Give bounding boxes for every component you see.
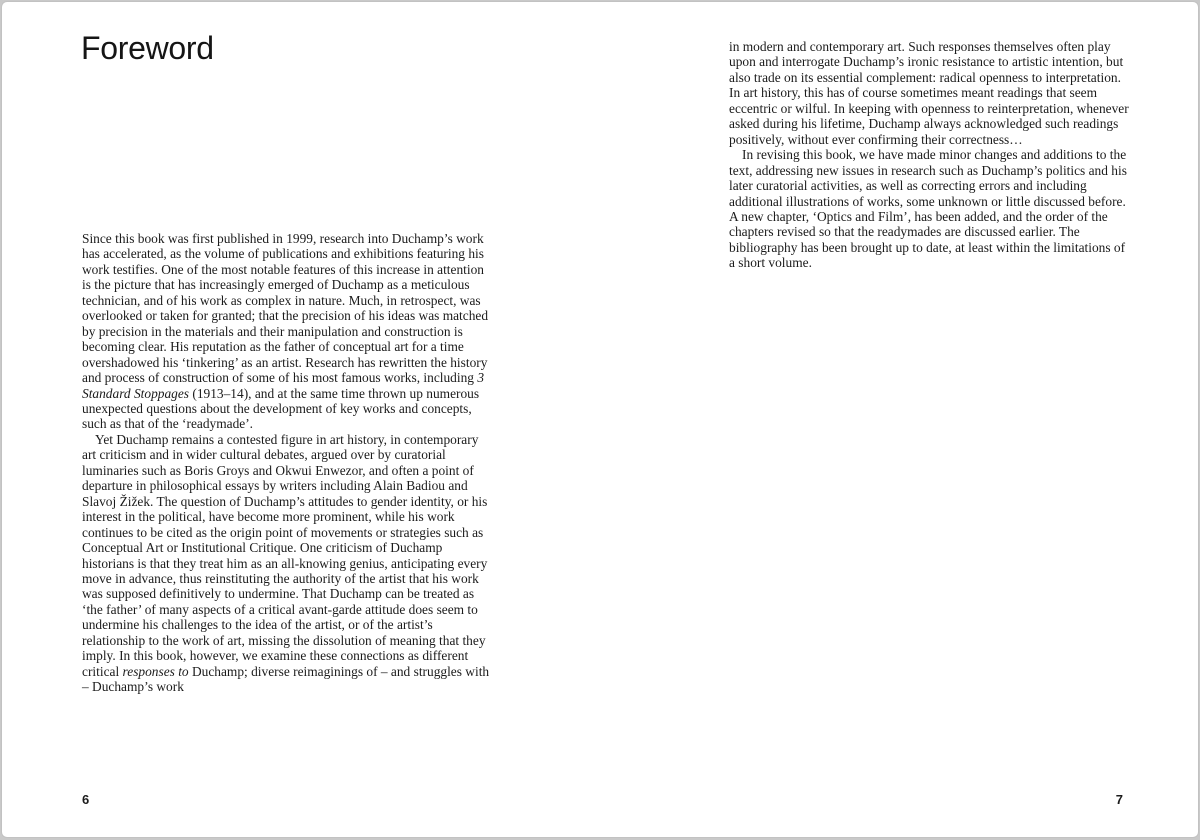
page-number-left: 6 [82,792,90,807]
book-spread [1,1,1199,838]
left-text-column [82,231,490,695]
paragraph: in modern and contemporary art. Such responses themselves often play upon and interrogate Duchamp’s ironic resistance to artistic intention, but also trade on its essential complement: radical openness to interpretation. In art history, this has of course sometimes meant readings that seem eccentric or wilful. In keeping with openness to reinterpretation, whenever asked during his lifetime, Duchamp always acknowledged such readings positively, without ever confirming their correctness… [729,39,1129,147]
page-left [2,2,602,837]
chapter-title: Foreword [81,30,214,66]
paragraph: In revising this book, we have made minor changes and additions to the text, addressing new issues in research such as Duchamp’s politics and his later curatorial activities, as well as correcting errors and including additional illustrations of works, some unknown or little discussed before. A new chapter, ‘Optics and Film’, has been added, and the order of the chapters revised so that the readymades are discussed earlier. The bibliography has been brought up to date, at least within the limitations of a short volume. [729,147,1127,271]
paragraph: Since this book was first published in 1999, research into Duchamp’s work has accelerated, as the volume of publications and exhibitions featuring his work testifies. One of the most notable features of this increase in attention is the picture that has increasingly emerged of Duchamp as a meticulous technician, and of his work as complex in nature. Much, in retrospect, was overlooked or taken for granted; that the precision of his ideas was matched by precision in the materials and their manipulation and construction is becoming clear. His reputation as the father of conceptual art for a time overshadowed his ‘tinkering’ as an artist. Research has rewritten the history and process of construction of some of his most famous works, including 3 Standard Stoppages (1913–14), and at the same time thrown up numerous unexpected questions about the development of key works and concepts, such as that of the ‘readymade’. [82,231,489,432]
paragraph: Yet Duchamp remains a contested figure in art history, in contemporary art criticism and in wider cultural debates, argued over by curatorial luminaries such as Boris Groys and Okwui Enwezor, and often a point of departure in philosophical essays by writers including Alain Badiou and Slavoj Žižek. The question of Duchamp’s attitudes to gender identity, or his interest in the political, have become more prominent, while his work continues to be cited as the origin point of movements or strategies such as Conceptual Art or Institutional Critique. One criticism of Duchamp historians is that they treat him as an all-knowing genius, anticipating every move in advance, thus reinstituting the authority of the artist that his work was supposed definitively to undermine. That Duchamp can be treated as ‘the father’ of many aspects of a critical avant-garde attitude does seem to undermine his challenges to the idea of the artist, or of the artist’s relationship to the work of art, missing the dissolution of meaning that they imply. In this book, however, we examine these connections as different critical responses to Duchamp; diverse reimaginings of – and struggles with – Duchamp’s work [82,431,490,695]
page-number-right: 7 [1115,792,1123,807]
right-text-column [729,39,1129,271]
page-right [602,2,1199,837]
